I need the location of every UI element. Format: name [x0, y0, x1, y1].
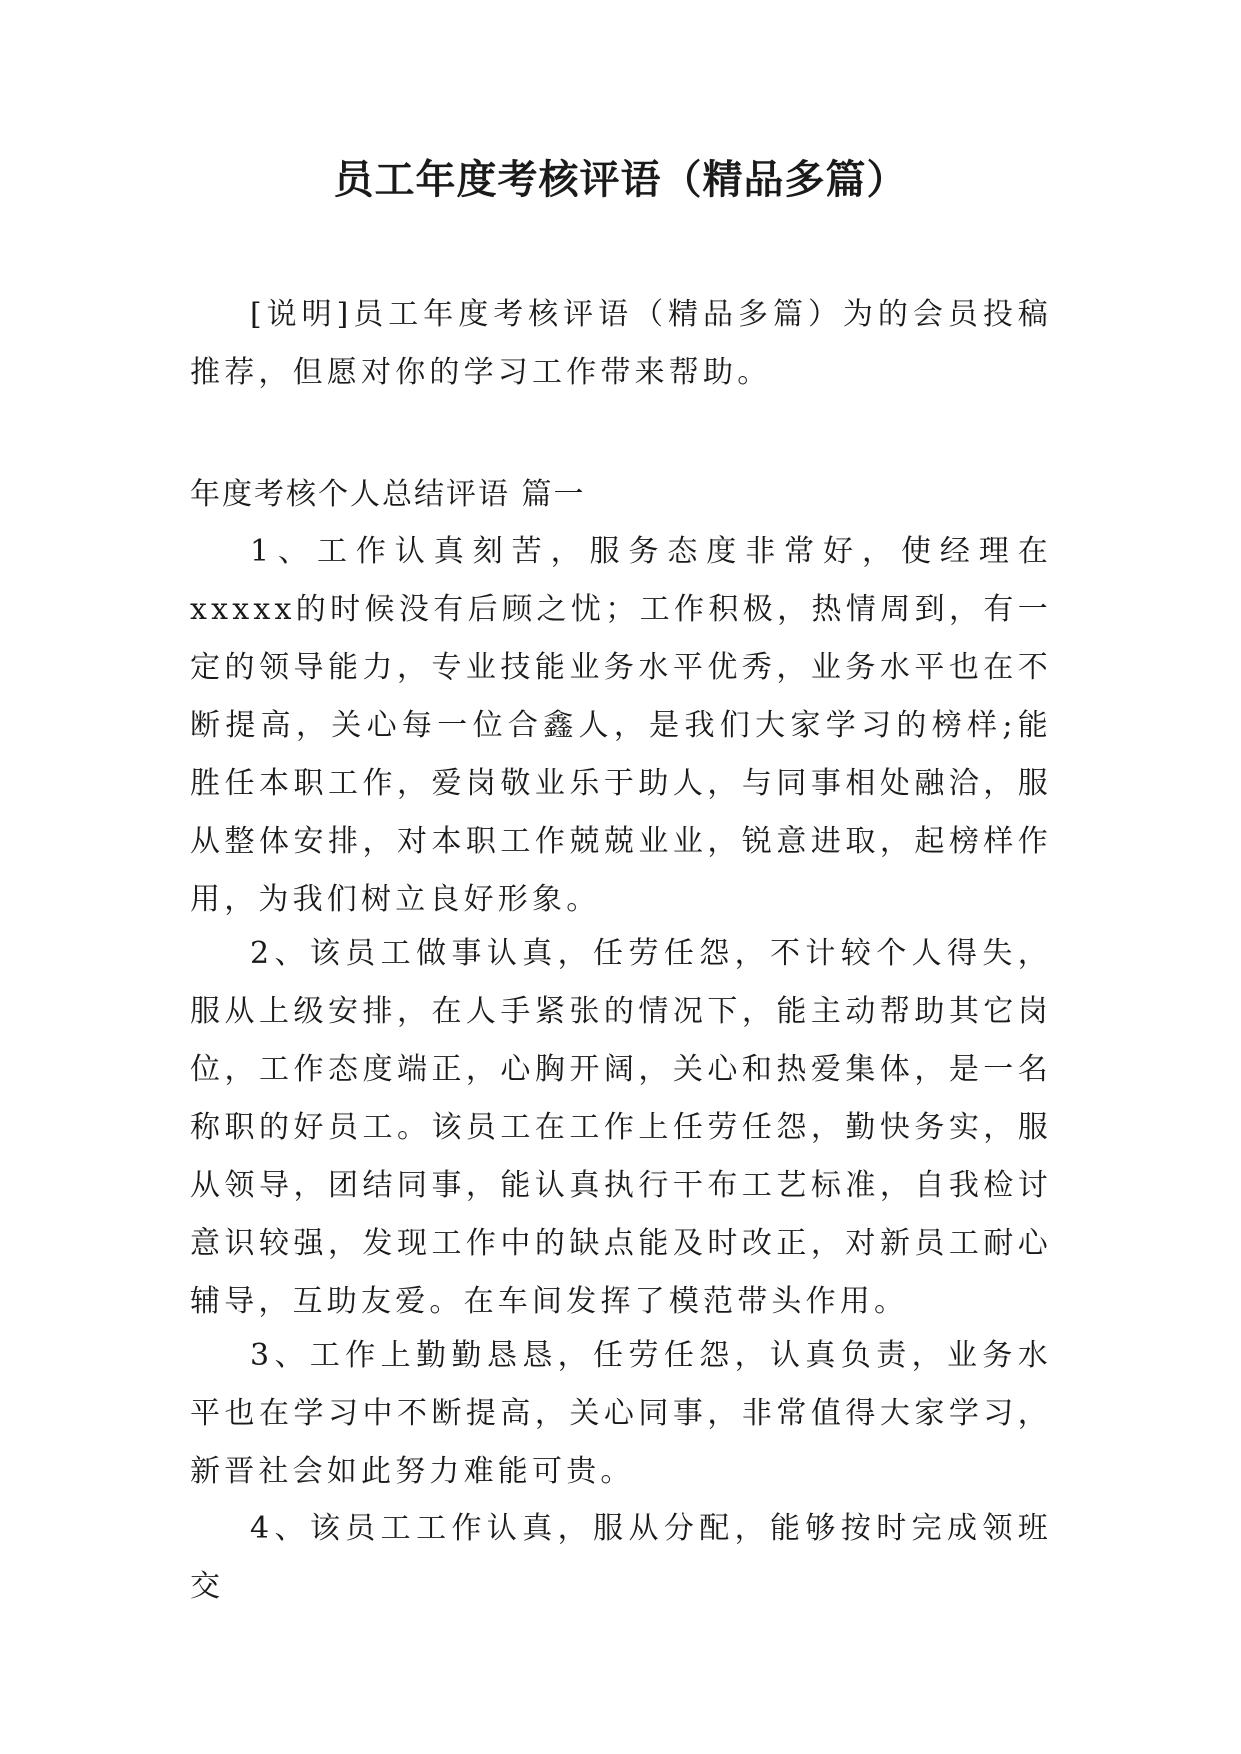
section-heading: 年度考核个人总结评语 篇一 — [190, 477, 586, 512]
list-item: 3、工作上勤勤恳恳，任劳任怨，认真负责，业务水平也在学习中不断提高，关心同事，非常值得大家学习，新晋社会如此努力难能可贵。 — [190, 1338, 1052, 1489]
page-title: 员工年度考核评语（精品多篇） — [333, 157, 908, 203]
note-paragraph: [说明]员工年度考核评语（精品多篇）为的会员投稿推荐，但愿对你的学习工作带来帮助。 — [190, 297, 1052, 390]
list-item: 2、该员工做事认真，任劳任怨，不计较个人得失，服从上级安排，在人手紧张的情况下，能主动帮助其它岗位，工作态度端正，心胸开阔，关心和热爱集体，是一名称职的好员工。该员工在工作上任劳任怨，勤快务实，服从领导，团结同事，能认真执行干布工艺标准，自我检讨意识较强，发现工作中的缺点能及时改正，对新员工耐心辅导，互助友爱。在车间发挥了模范带头作用。 — [190, 936, 1052, 1319]
list-item: 1、工作认真刻苦，服务态度非常好，使经理在xxxxx的时候没有后顾之忧；工作积极，热情周到，有一定的领导能力，专业技能业务水平优秀，业务水平也在不断提高，关心每一位合鑫人，是我们大家学习的榜样;能胜任本职工作，爱岗敬业乐于助人，与同事相处融洽，服从整体安排，对本职工作兢兢业业，锐意进取，起榜样作用，为我们树立良好形象。 — [190, 534, 1052, 917]
list-item: 4、该员工工作认真，服从分配，能够按时完成领班交 — [190, 1511, 1052, 1604]
